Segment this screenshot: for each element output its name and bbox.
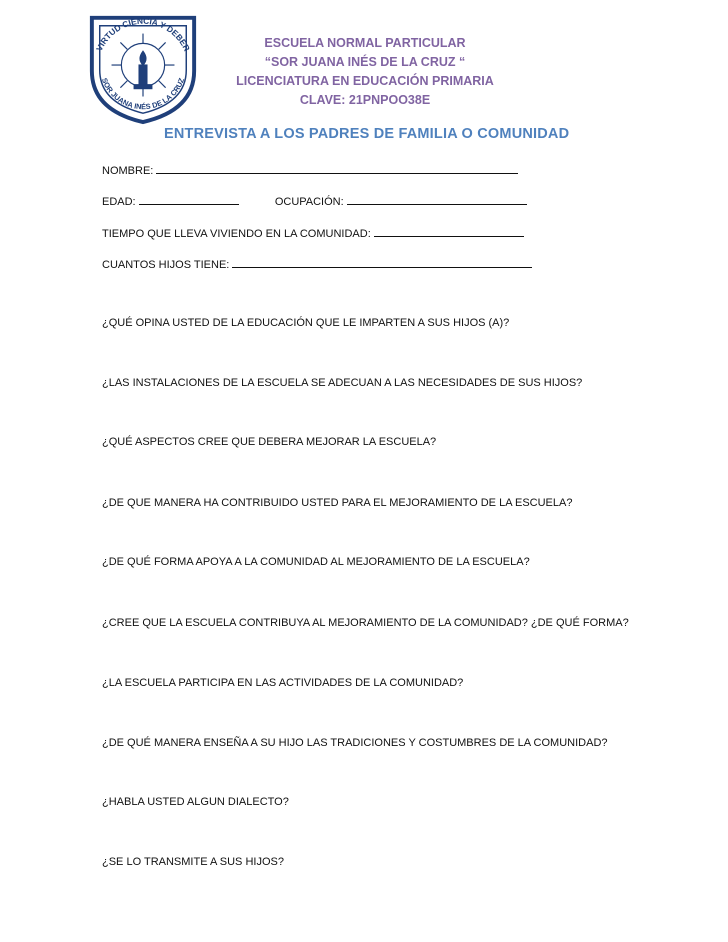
field-edad-label: EDAD: — [102, 196, 136, 208]
field-edad-blank[interactable] — [139, 194, 239, 205]
degree-program: LICENCIATURA EN EDUCACIÓN PRIMARIA — [236, 74, 494, 88]
field-hijos[interactable] — [102, 257, 532, 271]
interview-title: ENTREVISTA A LOS PADRES DE FAMILIA O COMUNIDAD — [164, 126, 570, 142]
field-ocupacion-blank[interactable] — [347, 194, 527, 205]
seal-bottom-text: SOR JUANA INÉS DE LA CRUZ — [99, 76, 187, 112]
question-5: ¿DE QUÉ FORMA APOYA A LA COMUNIDAD AL MEJORAMIENTO DE LA ESCUELA? — [102, 556, 530, 568]
question-2: ¿LAS INSTALACIONES DE LA ESCUELA SE ADECUAN A LAS NECESIDADES DE SUS HIJOS? — [102, 377, 583, 389]
school-patron: “SOR JUANA INÉS DE LA CRUZ “ — [264, 55, 466, 69]
question-10: ¿SE LO TRANSMITE A SUS HIJOS? — [102, 856, 284, 868]
field-nombre[interactable] — [102, 163, 518, 177]
question-4: ¿DE QUE MANERA HA CONTRIBUIDO USTED PARA EL MEJORAMIENTO DE LA ESCUELA? — [102, 497, 573, 509]
seal-top-text: VIRTUD CIENCIA Y DEBER — [93, 15, 193, 53]
field-hijos-blank[interactable] — [232, 257, 532, 268]
school-name: ESCUELA NORMAL PARTICULAR — [264, 36, 466, 50]
question-6: ¿CREE QUE LA ESCUELA CONTRIBUYA AL MEJORAMIENTO DE LA COMUNIDAD? ¿DE QUÉ FORMA? — [102, 617, 629, 629]
field-ocupacion-label: OCUPACIÓN: — [274, 196, 344, 208]
field-tiempo-blank[interactable] — [374, 226, 524, 237]
question-8: ¿DE QUÉ MANERA ENSEÑA A SU HIJO LAS TRADICIONES Y COSTUMBRES DE LA COMUNIDAD? — [102, 737, 608, 749]
field-nombre-label: NOMBRE: — [102, 165, 154, 177]
field-nombre-blank[interactable] — [156, 163, 518, 174]
field-edad-ocupacion[interactable] — [102, 194, 527, 208]
school-code: CLAVE: 21PNPOO38E — [299, 93, 431, 107]
field-tiempo-label: TIEMPO QUE LLEVA VIVIENDO EN LA COMUNIDAD: — [102, 228, 371, 240]
field-tiempo[interactable] — [102, 226, 524, 240]
question-3: ¿QUÉ ASPECTOS CREE QUE DEBERA MEJORAR LA ESCUELA? — [102, 436, 437, 448]
torch-emblem-icon — [112, 34, 175, 97]
question-7: ¿LA ESCUELA PARTICIPA EN LAS ACTIVIDADES DE LA COMUNIDAD? — [102, 677, 464, 689]
question-1: ¿QUÉ OPINA USTED DE LA EDUCACIÓN QUE LE IMPARTEN A SUS HIJOS (A)? — [102, 317, 510, 329]
school-seal-logo — [84, 8, 202, 126]
question-9: ¿HABLA USTED ALGUN DIALECTO? — [102, 796, 289, 808]
field-hijos-label: CUANTOS HIJOS TIENE: — [102, 259, 230, 271]
